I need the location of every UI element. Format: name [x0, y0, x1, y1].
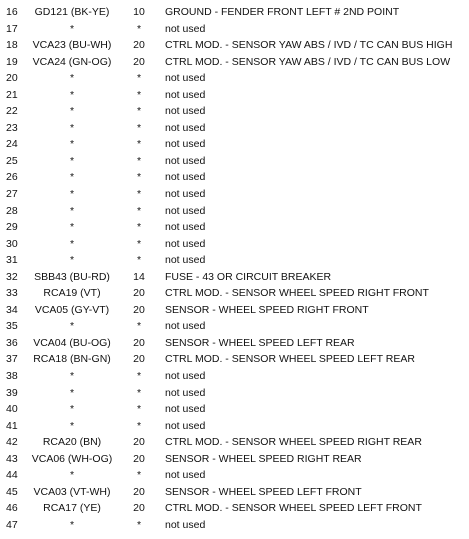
circuit-description: GROUND - FENDER FRONT LEFT # 2ND POINT — [165, 6, 400, 18]
wire-gauge: * — [136, 370, 142, 383]
circuit-description: not used — [165, 370, 206, 383]
circuit-code: * — [69, 237, 75, 250]
wire-gauge: * — [136, 254, 142, 267]
wire-gauge: * — [136, 188, 142, 201]
pin-number: 17 — [6, 22, 18, 35]
circuit-description: CTRL MOD. - SENSOR WHEEL SPEED RIGHT REAR — [165, 436, 422, 449]
circuit-code: VCA23 (BU-WH) — [32, 39, 112, 52]
pin-row — [0, 103, 469, 120]
pin-number: 40 — [6, 403, 18, 416]
circuit-description: SENSOR - WHEEL SPEED LEFT REAR — [165, 336, 355, 349]
pin-number: 26 — [6, 171, 18, 184]
pin-row — [0, 467, 469, 484]
pin-number: 42 — [6, 436, 18, 449]
pin-row — [0, 500, 469, 517]
pin-number: 27 — [6, 188, 18, 201]
wire-gauge: * — [136, 204, 142, 217]
wire-gauge: * — [136, 154, 142, 167]
pin-row — [0, 87, 469, 104]
pin-row — [0, 120, 469, 137]
circuit-description: not used — [165, 254, 206, 267]
pin-row — [0, 451, 469, 468]
circuit-description: CTRL MOD. - SENSOR WHEEL SPEED LEFT REAR — [165, 353, 415, 366]
circuit-description: not used — [165, 419, 206, 432]
pin-number: 36 — [6, 336, 18, 349]
pin-number: 28 — [6, 204, 18, 217]
wire-gauge: * — [136, 138, 142, 151]
pin-row — [0, 21, 469, 38]
circuit-code: * — [69, 72, 75, 85]
wire-gauge: 20 — [133, 39, 145, 52]
wire-gauge: * — [136, 419, 142, 432]
circuit-code: * — [69, 105, 75, 118]
wire-gauge: * — [136, 88, 142, 101]
wire-gauge: * — [136, 221, 142, 234]
pin-row — [0, 203, 469, 220]
pin-number: 31 — [6, 254, 18, 267]
pin-row — [0, 136, 469, 153]
circuit-code: * — [69, 138, 75, 151]
circuit-description: SENSOR - WHEEL SPEED RIGHT FRONT — [165, 303, 369, 316]
pin-number: 46 — [6, 502, 18, 515]
circuit-description: SENSOR - WHEEL SPEED RIGHT REAR — [165, 452, 362, 465]
circuit-description: not used — [165, 188, 206, 201]
pin-number: 43 — [6, 452, 18, 465]
circuit-code: * — [69, 204, 75, 217]
circuit-code: * — [69, 221, 75, 234]
circuit-code: * — [69, 22, 75, 35]
wire-gauge: * — [136, 403, 142, 416]
wire-gauge: * — [136, 72, 142, 85]
wire-gauge: * — [136, 469, 142, 482]
circuit-description: not used — [165, 403, 206, 416]
wire-gauge: 20 — [133, 502, 145, 515]
wire-gauge: * — [136, 237, 142, 250]
pin-number: 29 — [6, 221, 18, 234]
wire-gauge: * — [136, 121, 142, 134]
pin-row — [0, 4, 469, 21]
pin-number: 18 — [6, 39, 18, 52]
pin-number: 47 — [6, 518, 18, 531]
pin-row — [0, 401, 469, 418]
circuit-description: CTRL MOD. - SENSOR WHEEL SPEED LEFT FRONT — [165, 502, 422, 515]
pin-row — [0, 285, 469, 302]
circuit-code: * — [69, 320, 75, 333]
circuit-code: VCA03 (VT-WH) — [33, 485, 111, 498]
circuit-description: not used — [165, 469, 206, 482]
circuit-description: not used — [165, 386, 206, 399]
circuit-code: SBB43 (BU-RD) — [34, 270, 110, 283]
pin-number: 35 — [6, 320, 18, 333]
wire-gauge: * — [136, 386, 142, 399]
wire-gauge: * — [136, 105, 142, 118]
circuit-description: not used — [165, 221, 206, 234]
pin-number: 23 — [6, 121, 18, 134]
circuit-code: VCA06 (WH-OG) — [31, 452, 113, 465]
circuit-description: not used — [165, 138, 206, 151]
pin-row — [0, 434, 469, 451]
circuit-code: * — [69, 154, 75, 167]
pin-number: 16 — [6, 6, 18, 18]
pin-number: 38 — [6, 370, 18, 383]
pin-row — [0, 385, 469, 402]
pin-number: 19 — [6, 55, 18, 68]
wire-gauge: 20 — [133, 485, 145, 498]
pin-row — [0, 368, 469, 385]
circuit-code: VCA04 (BU-OG) — [33, 336, 111, 349]
pin-row — [0, 418, 469, 435]
pin-number: 25 — [6, 154, 18, 167]
circuit-description: not used — [165, 72, 206, 85]
circuit-code: * — [69, 518, 75, 531]
circuit-description: not used — [165, 171, 206, 184]
wire-gauge: 20 — [133, 287, 145, 300]
circuit-description: not used — [165, 154, 206, 167]
wire-gauge: * — [136, 518, 142, 531]
wire-gauge: 20 — [133, 353, 145, 366]
pin-row — [0, 269, 469, 286]
circuit-description: not used — [165, 320, 206, 333]
pin-number: 21 — [6, 88, 18, 101]
wire-gauge: 20 — [133, 303, 145, 316]
circuit-code: * — [69, 171, 75, 184]
pin-row — [0, 37, 469, 54]
pin-row — [0, 153, 469, 170]
circuit-description: not used — [165, 121, 206, 134]
pin-row — [0, 219, 469, 236]
pin-number: 41 — [6, 419, 18, 432]
pin-number: 34 — [6, 303, 18, 316]
circuit-code: VCA05 (GY-VT) — [34, 303, 110, 316]
pin-number: 24 — [6, 138, 18, 151]
circuit-code: RCA17 (YE) — [43, 502, 101, 515]
circuit-description: not used — [165, 105, 206, 118]
wire-gauge: * — [136, 22, 142, 35]
circuit-description: CTRL MOD. - SENSOR WHEEL SPEED RIGHT FRONT — [165, 287, 429, 300]
pin-row — [0, 186, 469, 203]
circuit-description: not used — [165, 518, 206, 531]
circuit-code: RCA20 (BN) — [42, 436, 102, 449]
pin-row — [0, 70, 469, 87]
circuit-code: RCA18 (BN-GN) — [33, 353, 111, 366]
pin-number: 45 — [6, 485, 18, 498]
pin-row — [0, 335, 469, 352]
pin-row — [0, 169, 469, 186]
circuit-code: * — [69, 419, 75, 432]
wire-gauge: * — [136, 171, 142, 184]
circuit-code: * — [69, 386, 75, 399]
pin-row — [0, 517, 469, 534]
circuit-code: * — [69, 121, 75, 134]
circuit-description: CTRL MOD. - SENSOR YAW ABS / IVD / TC CAN BUS HIGH — [165, 39, 453, 52]
wire-gauge: * — [136, 320, 142, 333]
pin-row — [0, 252, 469, 269]
pin-row — [0, 351, 469, 368]
circuit-code: * — [69, 188, 75, 201]
pin-row — [0, 236, 469, 253]
connector-pinout-table — [0, 4, 469, 534]
circuit-code: * — [69, 469, 75, 482]
wire-gauge: 10 — [133, 6, 145, 18]
pin-number: 32 — [6, 270, 18, 283]
pin-number: 20 — [6, 72, 18, 85]
circuit-description: not used — [165, 88, 206, 101]
circuit-code: VCA24 (GN-OG) — [32, 55, 112, 68]
pin-row — [0, 318, 469, 335]
circuit-code: * — [69, 403, 75, 416]
circuit-code: * — [69, 88, 75, 101]
circuit-code: GD121 (BK-YE) — [34, 6, 110, 18]
circuit-description: CTRL MOD. - SENSOR YAW ABS / IVD / TC CAN BUS LOW — [165, 55, 451, 68]
circuit-description: SENSOR - WHEEL SPEED LEFT FRONT — [165, 485, 362, 498]
wire-gauge: 20 — [133, 55, 145, 68]
pin-number: 33 — [6, 287, 18, 300]
pin-number: 30 — [6, 237, 18, 250]
pin-number: 44 — [6, 469, 18, 482]
circuit-code: RCA19 (VT) — [43, 287, 101, 300]
circuit-description: not used — [165, 237, 206, 250]
circuit-code: * — [69, 254, 75, 267]
wire-gauge: 14 — [133, 270, 145, 283]
pin-row — [0, 484, 469, 501]
pin-number: 22 — [6, 105, 18, 118]
circuit-description: FUSE - 43 OR CIRCUIT BREAKER — [165, 270, 332, 283]
wire-gauge: 20 — [133, 452, 145, 465]
pin-row — [0, 302, 469, 319]
circuit-description: not used — [165, 22, 206, 35]
circuit-description: not used — [165, 204, 206, 217]
circuit-code: * — [69, 370, 75, 383]
pin-number: 39 — [6, 386, 18, 399]
wire-gauge: 20 — [133, 336, 145, 349]
wire-gauge: 20 — [133, 436, 145, 449]
pin-number: 37 — [6, 353, 18, 366]
pin-row — [0, 54, 469, 71]
